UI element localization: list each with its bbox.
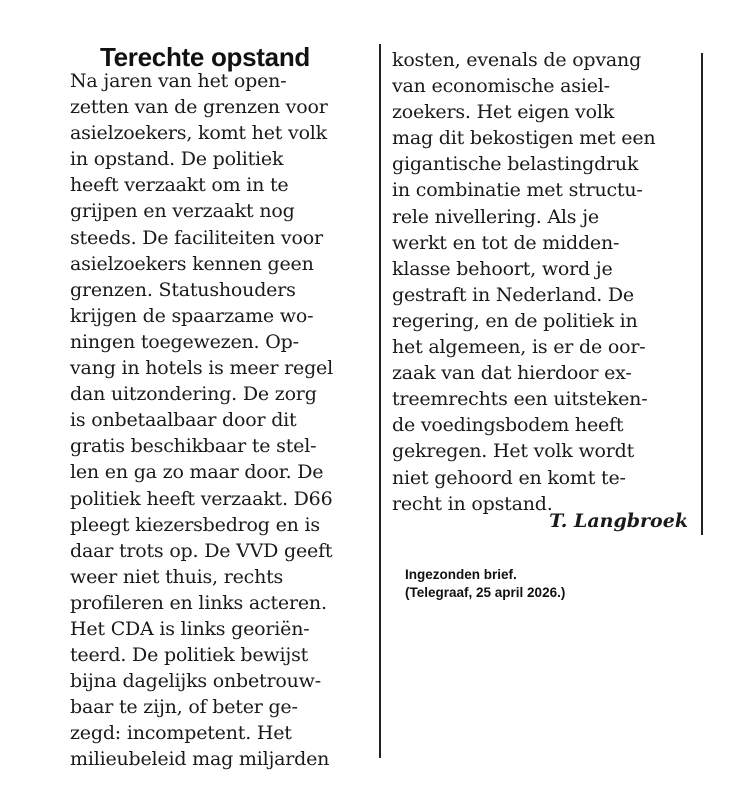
article-text-line: grenzen. Statushouders <box>70 278 296 301</box>
article-column-right <box>392 47 655 517</box>
article-text-line: asielzoekers kennen geen <box>70 252 314 275</box>
article-text-line: vang in hotels is meer regel <box>70 357 333 380</box>
article-text-line: gigantische belastingdruk <box>392 153 639 176</box>
article-text-line: Na jaren van het open- <box>70 70 287 92</box>
article-text-line: zaak van dat hierdoor ex- <box>392 362 632 385</box>
article-text-line: Het CDA is links georiën- <box>70 617 310 640</box>
article-text-line: is onbetaalbaar door dit <box>70 409 297 432</box>
article-text-line: pleegt kiezersbedrog en is <box>70 513 320 536</box>
article-text-line: mag dit bekostigen met een <box>392 127 656 150</box>
caption-line: Ingezonden brief. <box>405 567 517 582</box>
article-title: Terechte opstand <box>100 42 310 72</box>
article-text-line: ningen toegewezen. Op- <box>70 330 299 353</box>
column-divider-right <box>701 53 703 535</box>
article-text-line: de voedingsbodem heeft <box>392 414 624 437</box>
author-signature: T. Langbroek <box>549 510 688 532</box>
article-text-line: weer niet thuis, rechts <box>70 565 284 588</box>
article-text-line: kosten, evenals de opvang <box>392 49 642 71</box>
article-text-line: dan uitzondering. De zorg <box>70 383 317 406</box>
article-text-line: steeds. De faciliteiten voor <box>70 226 323 249</box>
article-text-line: werkt en tot de midden- <box>392 231 620 254</box>
article-text-line: in combinatie met structu- <box>392 179 643 202</box>
article-text-line: rele nivellering. Als je <box>392 205 599 228</box>
article-text-line: heeft verzaakt om in te <box>70 174 289 197</box>
article-text-line: teerd. De politiek bewijst <box>70 644 309 667</box>
article-text-line: daar trots op. De VVD geeft <box>70 539 333 562</box>
article-text-line: len en ga zo maar door. De <box>70 461 324 484</box>
article-text-line: krijgen de spaarzame wo- <box>70 304 314 327</box>
article-text-line: asielzoekers, komt het volk <box>70 122 328 145</box>
column-divider <box>379 44 381 758</box>
source-caption <box>405 566 565 602</box>
article-text-line: zoekers. Het eigen volk <box>392 101 615 124</box>
article-text-line: gekregen. Het volk wordt <box>392 440 635 463</box>
article-text-line: baar te zijn, of beter ge- <box>70 696 298 719</box>
article-text-line: treemrechts een uitsteken- <box>392 388 648 411</box>
article-text-line: profileren en links acteren. <box>70 591 327 614</box>
article-text-line: milieubeleid mag miljarden <box>70 748 330 771</box>
article-column-left <box>70 68 333 773</box>
article-text-line: niet gehoord en komt te- <box>392 466 626 489</box>
caption-source: (Telegraaf, 25 april 2026.) <box>405 585 566 600</box>
article-text-line: het algemeen, is er de oor- <box>392 336 646 359</box>
article-text-line: politiek heeft verzaakt. D66 <box>70 487 333 510</box>
article-text-line: van economische asiel- <box>392 75 610 98</box>
article-text-line: regering, en de politiek in <box>392 309 638 332</box>
article-text-line: recht in opstand. <box>392 492 553 515</box>
article-text-line: zetten van de grenzen voor <box>70 96 328 119</box>
article-text-line: klasse behoort, word je <box>392 257 613 280</box>
article-text-line: gratis beschikbaar te stel- <box>70 435 317 458</box>
article-text-line: zegd: incompetent. Het <box>70 722 292 745</box>
article-text-line: grijpen en verzaakt nog <box>70 200 295 223</box>
article-text-line: bijna dagelijks onbetrouw- <box>70 670 321 693</box>
article-text-line: in opstand. De politiek <box>70 148 284 171</box>
article-text-line: gestraft in Nederland. De <box>392 283 634 306</box>
